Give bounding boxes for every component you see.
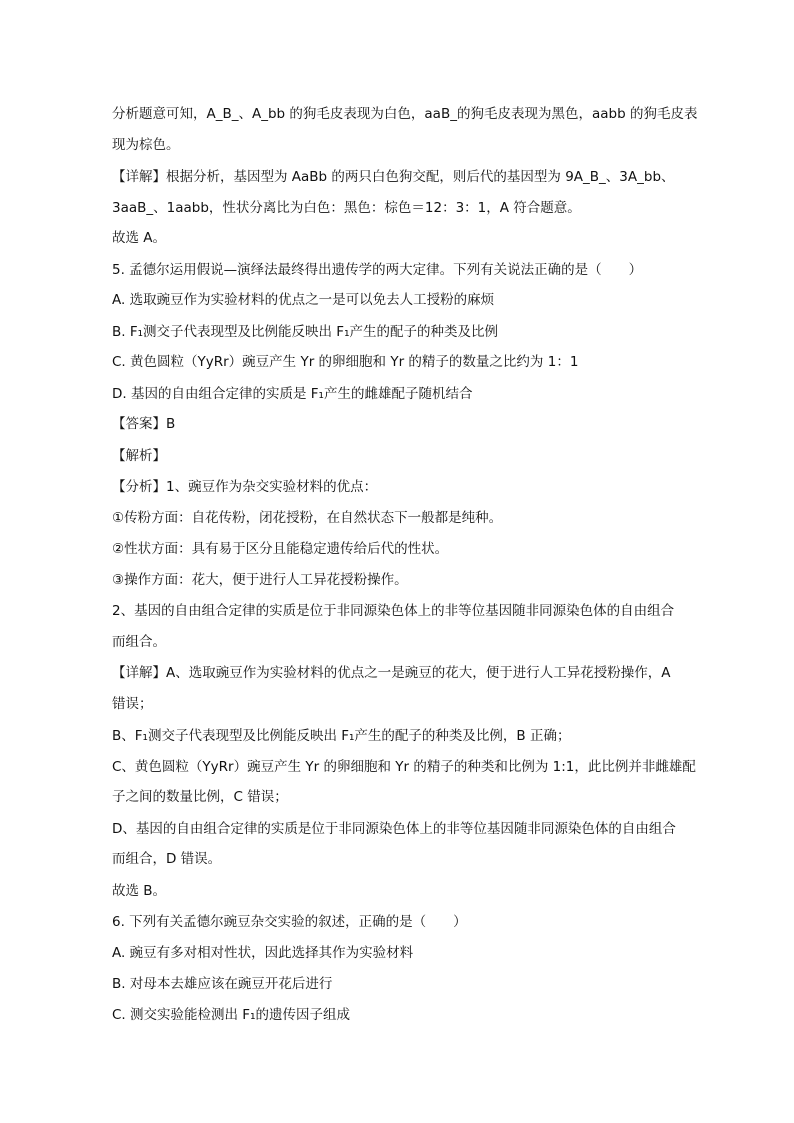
text-line: 而组合。 xyxy=(112,634,166,650)
question-5-option-c: C. 黄色圆粒（YyRr）豌豆产生 Yr 的卵细胞和 Yr 的精子的数量之比约为 1：1 xyxy=(112,354,579,370)
question-5-option-b: B. F₁测交子代表现型及比例能反映出 F₁产生的配子的种类及比例 xyxy=(112,324,498,340)
text-line: ①传粉方面：自花传粉，闭花授粉，在自然状态下一般都是纯种。 xyxy=(112,510,503,526)
text-line: 子之间的数量比例，C 错误； xyxy=(112,789,288,805)
text-line: 3aaB_、1aabb，性状分离比为白色：黑色：棕色＝12：3：1，A 符合题意。 xyxy=(112,200,581,216)
question-6-option-a: A. 豌豆有多对相对性状，因此选择其作为实验材料 xyxy=(112,945,414,961)
question-5-stem: 5. 孟德尔运用假说—演绎法最终得出遗传学的两大定律。下列有关说法正确的是（ ） xyxy=(112,262,643,278)
question-6-stem: 6. 下列有关孟德尔豌豆杂交实验的叙述，正确的是（ ） xyxy=(112,914,467,930)
text-line: D、基因的自由组合定律的实质是位于非同源染色体上的非等位基因随非同源染色体的自由组合 xyxy=(112,821,676,837)
text-line: 【详解】根据分析，基因型为 AaBb 的两只白色狗交配，则后代的基因型为 9A_B_、3A_bb、 xyxy=(112,169,675,185)
text-line: B、F₁测交子代表现型及比例能反映出 F₁产生的配子的种类及比例，B 正确； xyxy=(112,728,571,744)
text-line: ②性状方面：具有易于区分且能稳定遗传给后代的性状。 xyxy=(112,541,449,557)
text-line: 【分析】1、豌豆作为杂交实验材料的优点： xyxy=(112,479,378,495)
text-line: 分析题意可知，A_B_、A_bb 的狗毛皮表现为白色，aaB_的狗毛皮表现为黑色，aabb 的狗毛皮表 xyxy=(112,106,698,122)
question-6-option-c: C. 测交实验能检测出 F₁的遗传因子组成 xyxy=(112,1007,350,1023)
text-line: 2、基因的自由组合定律的实质是位于非同源染色体上的非等位基因随非同源染色体的自由组合 xyxy=(112,603,675,619)
text-line: 【详解】A、选取豌豆作为实验材料的优点之一是豌豆的花大，便于进行人工异花授粉操作，A xyxy=(112,665,671,681)
text-line: 而组合，D 错误。 xyxy=(112,851,222,867)
question-5-option-d: D. 基因的自由组合定律的实质是 F₁产生的雌雄配子随机结合 xyxy=(112,386,473,402)
text-line: C、黄色圆粒（YyRr）豌豆产生 Yr 的卵细胞和 Yr 的精子的种类和比例为 1:1，此比例并非雌雄配 xyxy=(112,759,696,775)
text-line: 错误； xyxy=(112,696,153,712)
text-line: ③操作方面：花大，便于进行人工异花授粉操作。 xyxy=(112,572,408,588)
question-6-option-b: B. 对母本去雄应该在豌豆开花后进行 xyxy=(112,976,333,992)
question-5-option-a: A. 选取豌豆作为实验材料的优点之一是可以免去人工授粉的麻烦 xyxy=(112,292,495,308)
text-line: 现为棕色。 xyxy=(112,137,180,153)
analysis-heading: 【解析】 xyxy=(112,448,166,464)
text-line: 故选 B。 xyxy=(112,883,167,899)
text-line: 故选 A。 xyxy=(112,230,167,246)
answer-label: 【答案】B xyxy=(112,416,176,432)
